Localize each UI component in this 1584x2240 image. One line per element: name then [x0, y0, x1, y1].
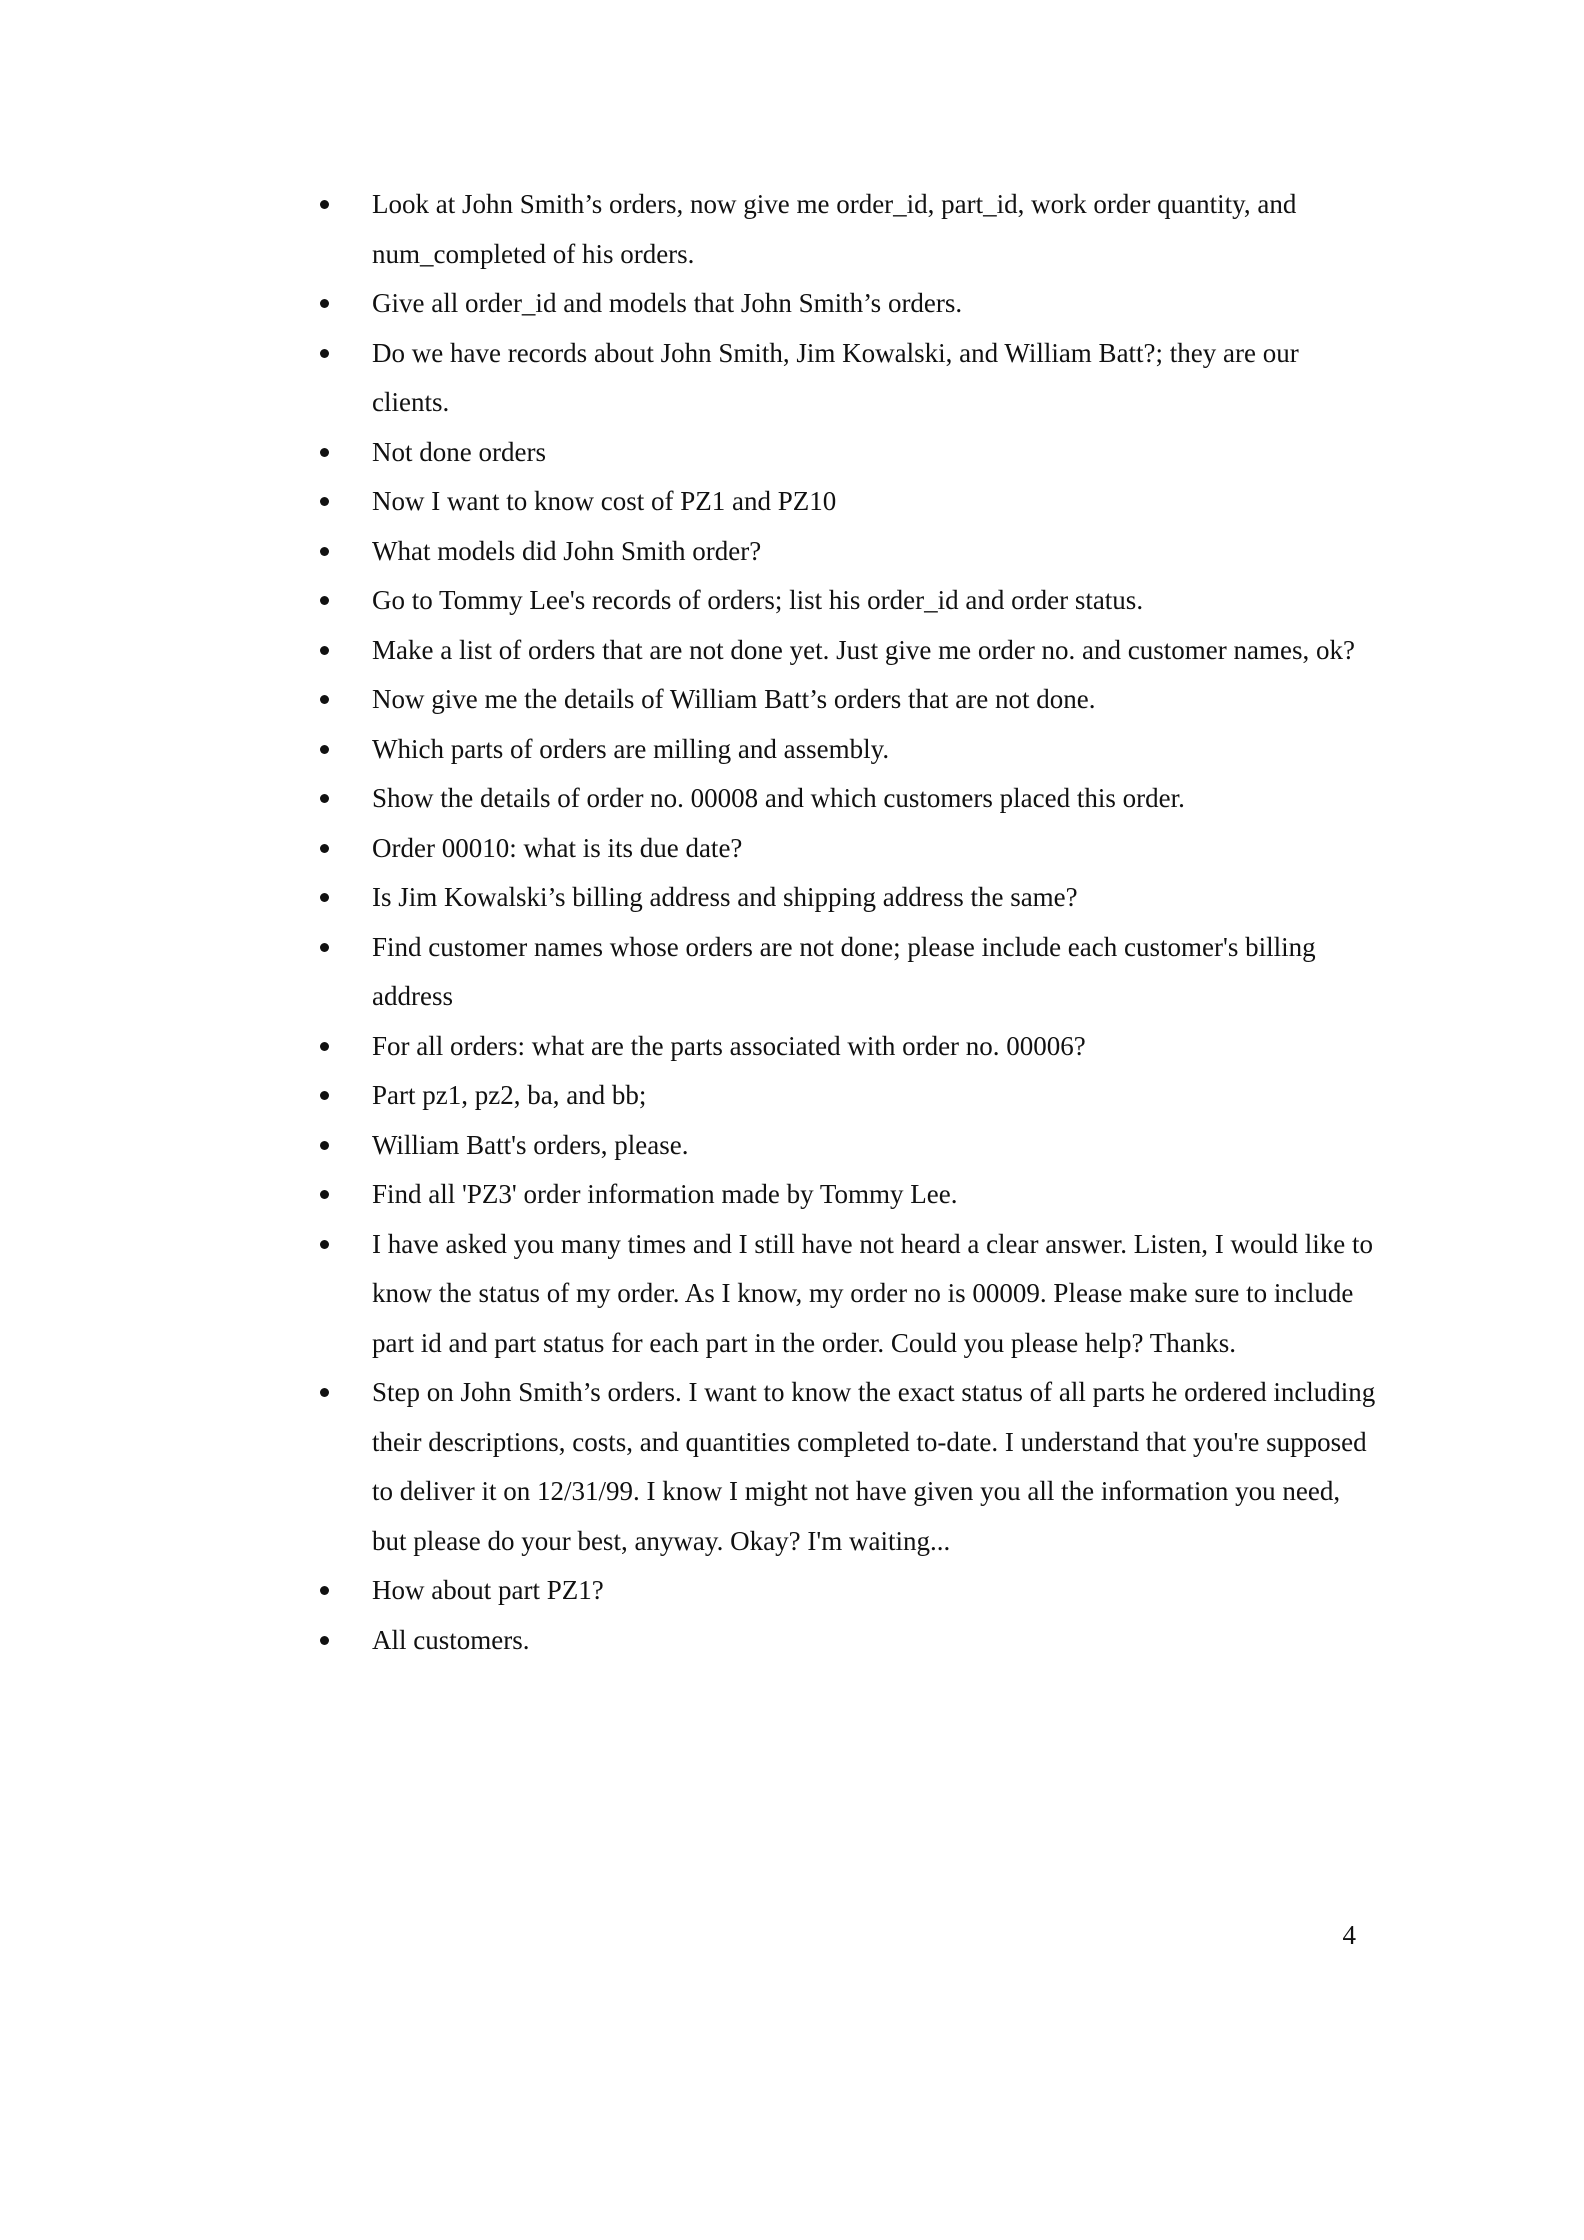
- list-item-text: All customers.: [372, 1624, 530, 1655]
- list-item-text: Now give me the details of William Batt’s orders that are not done.: [372, 684, 1096, 714]
- list-item-text: Go to Tommy Lee's records of orders; list his order_id and order status.: [372, 585, 1144, 615]
- bullet-icon: [320, 547, 329, 556]
- list-item-text: Show the details of order no. 00008 and which customers placed this order.: [372, 783, 1185, 813]
- list-item-text: Which parts of orders are milling and assembly.: [372, 733, 890, 764]
- list-item: [320, 1368, 1380, 1566]
- list-item: [320, 477, 1380, 527]
- list-item-text: Is Jim Kowalski’s billing address and shipping address the same?: [372, 882, 1078, 912]
- list-item: [320, 527, 1380, 577]
- list-item: [320, 824, 1380, 874]
- bullet-icon: [320, 1586, 329, 1595]
- list-item: [320, 1121, 1380, 1171]
- list-item: [320, 1170, 1380, 1220]
- list-item-text: Do we have records about John Smith, Jim Kowalski, and William Batt?; they are our clients.: [372, 337, 1299, 417]
- list-item: [320, 329, 1380, 428]
- list-item: [320, 725, 1380, 775]
- list-item-text: Find all 'PZ3' order information made by Tommy Lee.: [372, 1179, 958, 1209]
- bullet-icon: [320, 943, 329, 952]
- list-item: [320, 1220, 1380, 1369]
- bullet-icon: [320, 1190, 329, 1199]
- bullet-icon: [320, 299, 329, 308]
- list-item: [320, 774, 1380, 824]
- list-item-text: Give all order_id and models that John Smith’s orders.: [372, 288, 963, 318]
- bullet-icon: [320, 1636, 329, 1645]
- list-item-text: How about part PZ1?: [372, 1575, 604, 1605]
- bullet-icon: [320, 1042, 329, 1051]
- list-item: [320, 1022, 1380, 1072]
- list-item-text: Now I want to know cost of PZ1 and PZ10: [372, 486, 837, 516]
- list-item-text: Not done orders: [372, 436, 546, 467]
- list-item: [320, 873, 1380, 923]
- question-list: [320, 180, 1380, 1665]
- list-item: [320, 923, 1380, 1022]
- bullet-icon: [320, 596, 329, 605]
- list-item-text: Step on John Smith’s orders. I want to know the exact status of all parts he ordered including their descriptions, costs, and quantities completed to-date. I understand that you're supposed to deliver it on 12/31/99. I know I might not have given you all the information you need, but please do your best, anyway. Okay? I'm waiting...: [372, 1377, 1376, 1556]
- bullet-icon: [320, 893, 329, 902]
- list-item: [320, 675, 1380, 725]
- list-item-text: I have asked you many times and I still have not heard a clear answer. Listen, I would like to know the status of my order. As I know, my order no is 00009. Please make sure to include part id and part status for each part in the order. Could you please help? Thanks.: [372, 1228, 1373, 1358]
- list-item: [320, 279, 1380, 329]
- list-item-text: What models did John Smith order?: [372, 535, 762, 566]
- bullet-icon: [320, 349, 329, 358]
- bullet-icon: [320, 794, 329, 803]
- list-item-text: Part pz1, pz2, ba, and bb;: [372, 1080, 647, 1110]
- bullet-icon: [320, 497, 329, 506]
- list-item: [320, 1566, 1380, 1616]
- bullet-icon: [320, 1141, 329, 1150]
- bullet-icon: [320, 1240, 329, 1249]
- bullet-icon: [320, 745, 329, 754]
- bullet-icon: [320, 1388, 329, 1397]
- bullet-icon: [320, 646, 329, 655]
- list-item-text: For all orders: what are the parts associated with order no. 00006?: [372, 1030, 1086, 1061]
- bullet-icon: [320, 448, 329, 457]
- bullet-icon: [320, 1091, 329, 1100]
- list-item: [320, 428, 1380, 478]
- list-item-text: William Batt's orders, please.: [372, 1129, 689, 1160]
- list-item-text: Make a list of orders that are not done yet. Just give me order no. and customer names, ok?: [372, 634, 1355, 665]
- bullet-icon: [320, 695, 329, 704]
- list-item: [320, 1616, 1380, 1666]
- list-item-text: Find customer names whose orders are not done; please include each customer's billing address: [372, 931, 1316, 1011]
- bullet-icon: [320, 844, 329, 853]
- list-item-text: Look at John Smith’s orders, now give me order_id, part_id, work order quantity, and num_completed of his orders.: [372, 189, 1297, 269]
- bullet-icon: [320, 200, 329, 209]
- list-item: [320, 576, 1380, 626]
- list-item: [320, 626, 1380, 676]
- list-item-text: Order 00010: what is its due date?: [372, 832, 743, 863]
- page-number: 4: [1342, 1920, 1356, 1950]
- list-item: [320, 1071, 1380, 1121]
- list-item: [320, 180, 1380, 279]
